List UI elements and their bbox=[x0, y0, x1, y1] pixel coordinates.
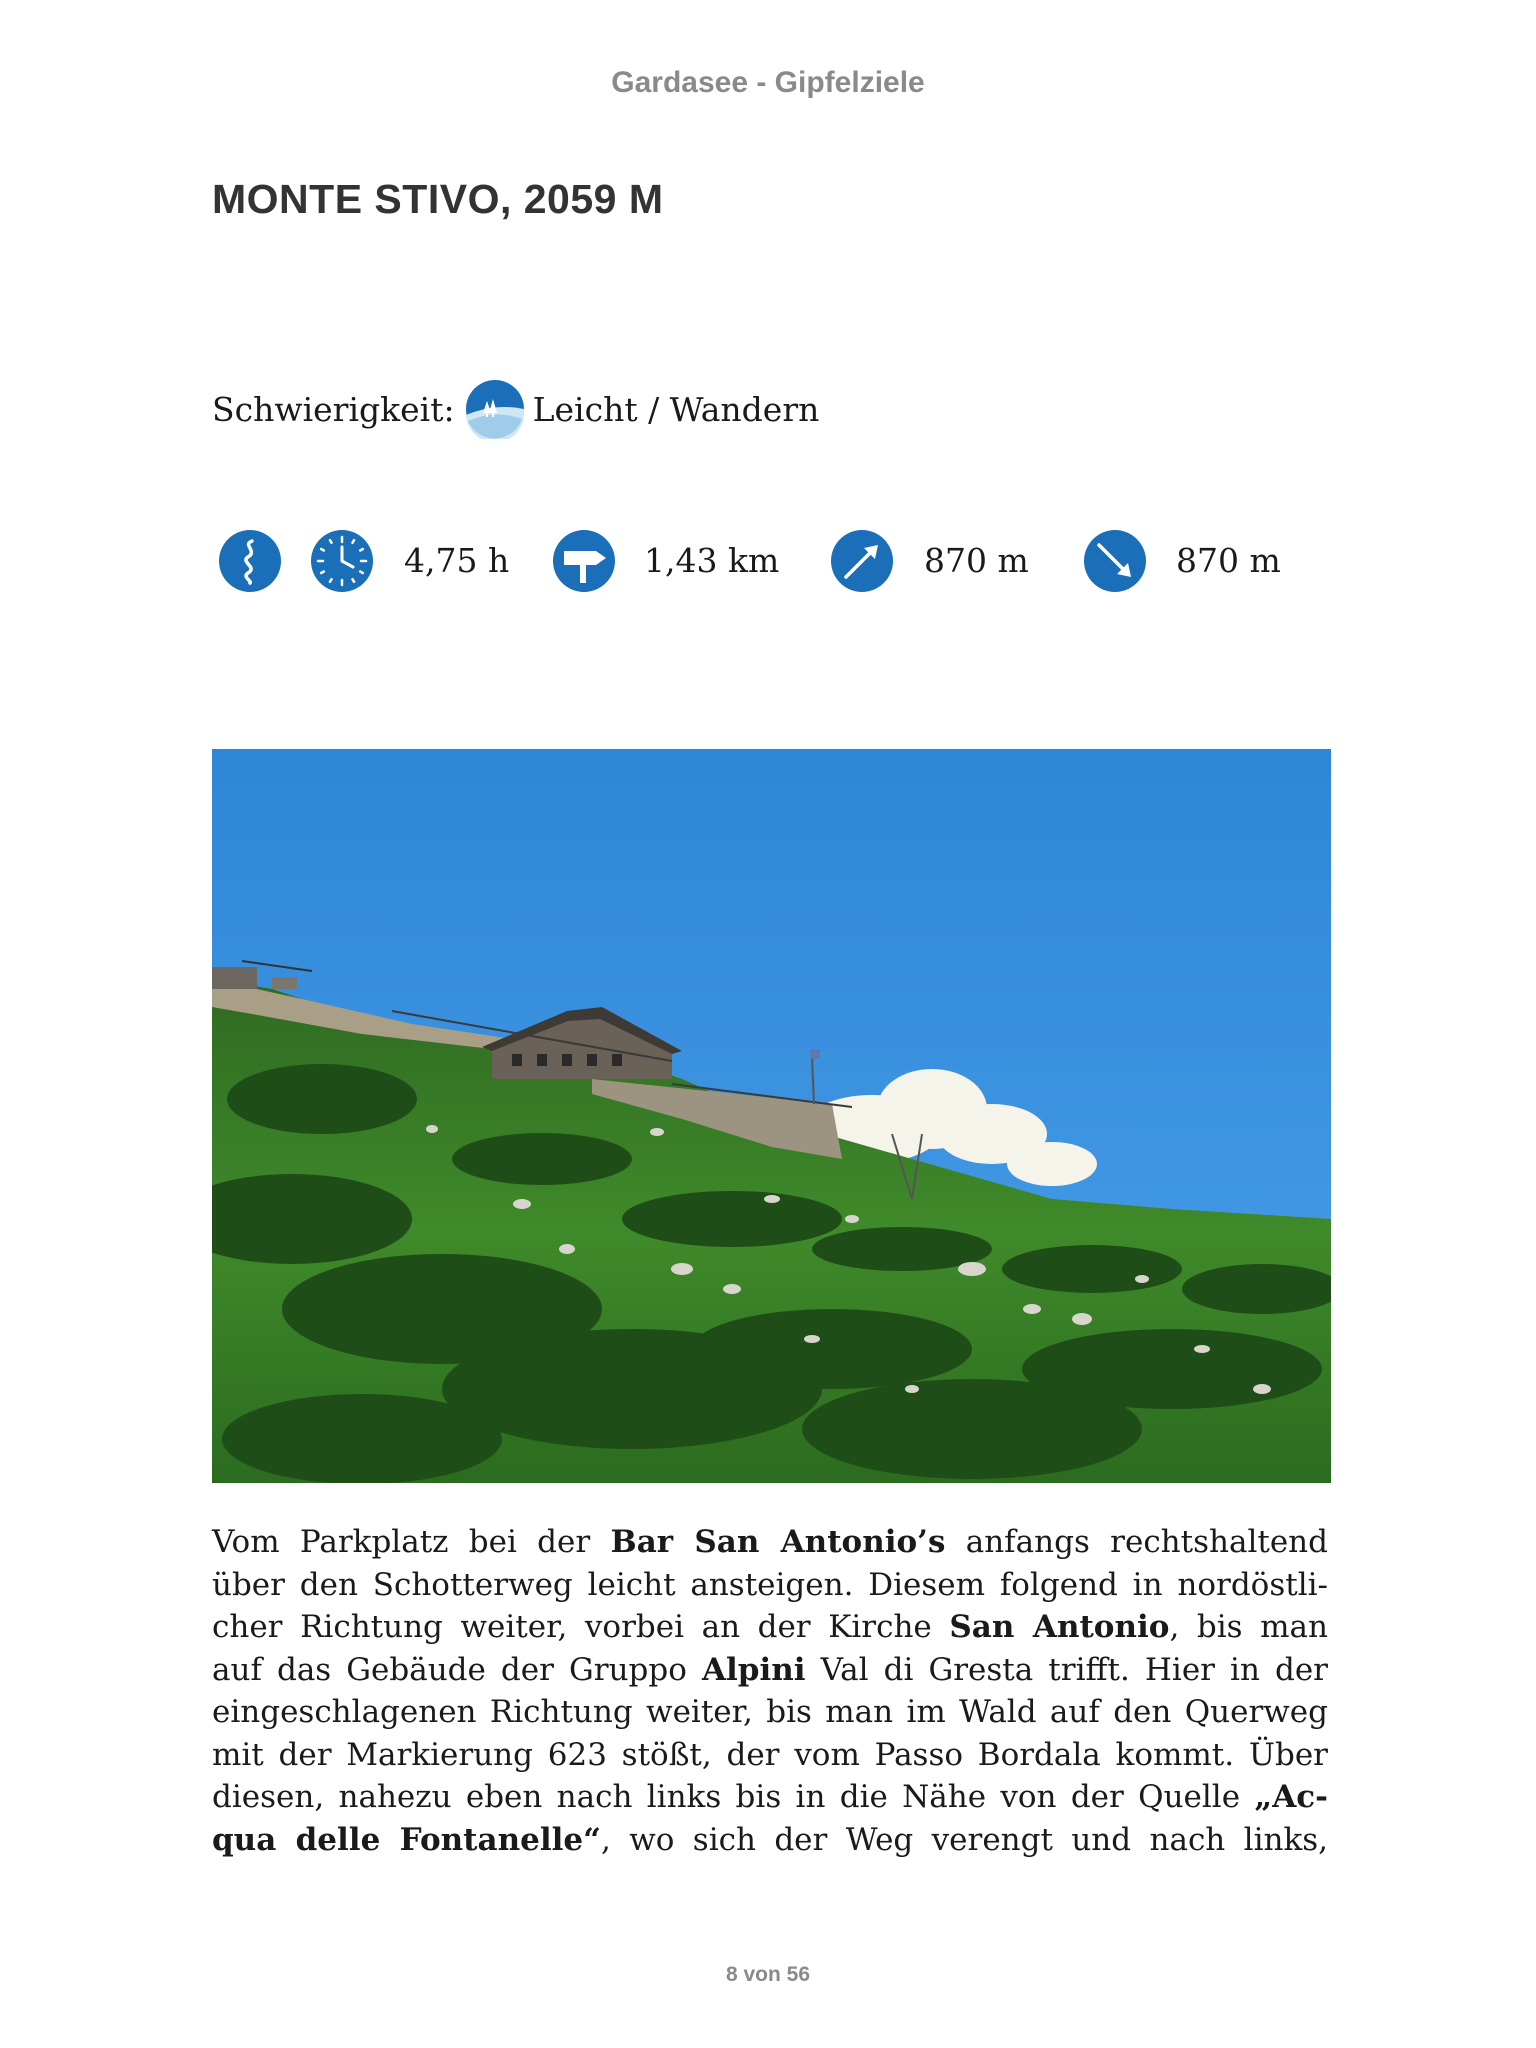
descent-value: 870 m bbox=[1176, 541, 1281, 580]
difficulty-row bbox=[212, 378, 819, 440]
mountain-hut-photo bbox=[212, 749, 1331, 1483]
place-name: San Antonio bbox=[949, 1609, 1170, 1645]
place-name: qua delle Fontanelle“ bbox=[212, 1821, 601, 1858]
signpost-icon bbox=[552, 529, 616, 593]
stats-row bbox=[212, 528, 1332, 594]
text-line: über den Schotterweg leicht ansteigen. Diesem folgend in nordöstli- bbox=[212, 1566, 1328, 1603]
text-line: diesen, nahezu eben nach links bis in die Nähe von der Quelle „Ac- bbox=[212, 1779, 1328, 1815]
arrow-down-right-icon bbox=[1083, 529, 1147, 593]
difficulty-value: Leicht / Wandern bbox=[532, 389, 820, 429]
text-line: eingeschlagenen Richtung weiter, bis man im Wald auf den Querweg bbox=[212, 1694, 1328, 1730]
ascent-value: 870 m bbox=[924, 541, 1029, 580]
text-line: qua delle Fontanelle“, wo sich der Weg verengt und nach links, bbox=[212, 1821, 1329, 1858]
text-line: cher Richtung weiter, vorbei an der Kirche San Antonio, bis man bbox=[212, 1609, 1328, 1645]
text-line: mit der Markierung 623 stößt, der vom Passo Bordala kommt. Über bbox=[212, 1736, 1328, 1773]
place-name: „Ac- bbox=[1254, 1779, 1328, 1815]
page-title: MONTE STIVO, 2059 M bbox=[212, 176, 664, 222]
distance-value: 1,43 km bbox=[644, 541, 780, 580]
place-name: Alpini bbox=[701, 1651, 806, 1688]
text-line: auf das Gebäude der Gruppo Alpini Val di Gresta trifft. Hier in der bbox=[212, 1651, 1328, 1688]
arrow-up-right-icon bbox=[830, 529, 894, 593]
difficulty-label: Schwierigkeit: bbox=[212, 389, 455, 429]
hiking-difficulty-icon bbox=[465, 379, 525, 439]
page-number: 8 von 56 bbox=[725, 1963, 811, 1986]
clock-icon bbox=[310, 529, 374, 593]
route-description bbox=[212, 1521, 1328, 1861]
place-name: Bar San Antonio’s bbox=[610, 1524, 946, 1560]
winding-path-icon bbox=[218, 529, 282, 593]
text-line: Vom Parkplatz bei der Bar San Antonio’s anfangs rechtshaltend bbox=[212, 1524, 1328, 1560]
running-header: Gardasee - Gipfelziele bbox=[611, 66, 925, 99]
duration-value: 4,75 h bbox=[404, 541, 510, 580]
